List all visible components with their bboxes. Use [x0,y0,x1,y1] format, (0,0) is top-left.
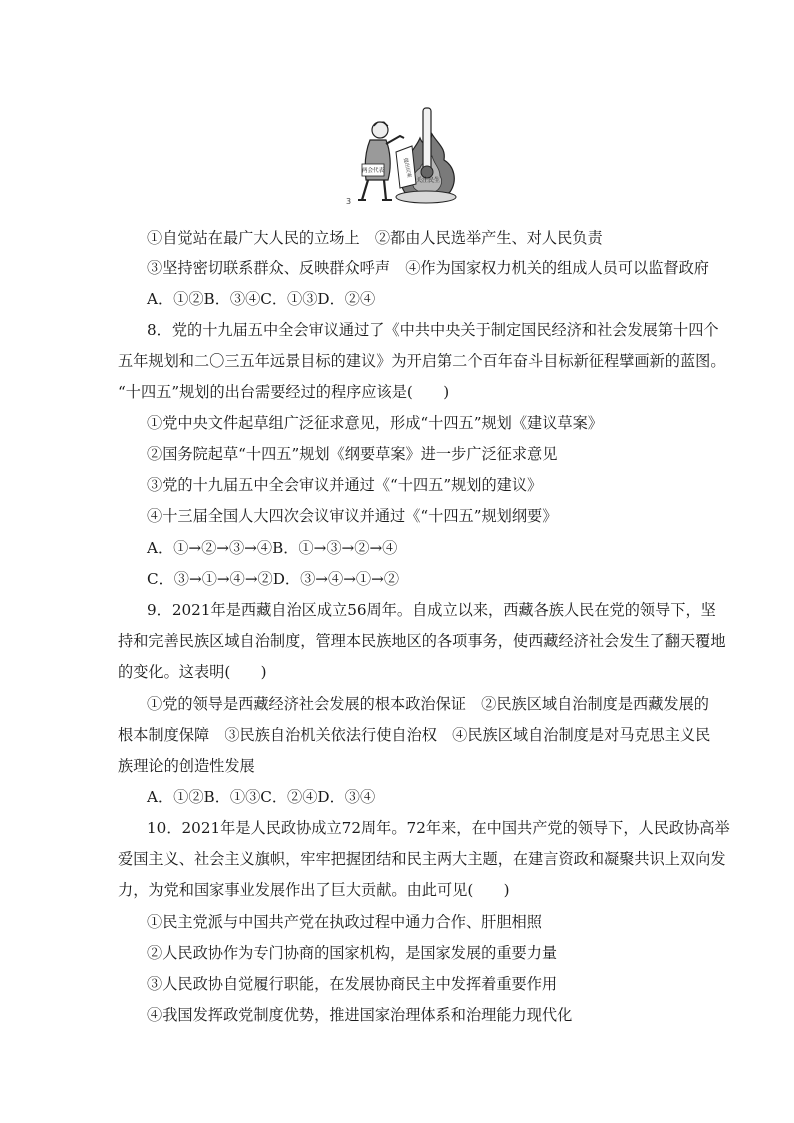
q8-item-4: ④十三届全国人大四次会议审议并通过《“十四五”规划纲要》 [147,507,558,525]
cartoon-illustration [340,104,462,210]
q8-stem-line-1: 8．党的十九届五中全会审议通过了《中共中央关于制定国民经济和社会发展第十四个 [147,321,719,339]
q9-item-line-2: 根本制度保障 ③民族自治机关依法行使自治权 ④民族区域自治制度是对马克思主义民 [118,726,711,744]
q10-item-3: ③人民政协自觉履行职能，在发展协商民主中发挥着重要作用 [147,975,558,993]
pillar-label: 提出议案 [401,157,412,179]
q10-item-1: ①民主党派与中国共产党在执政过程中通力合作、肝胆相照 [147,913,542,931]
person-label: 两会代表 [361,168,385,174]
q10-stem-line-2: 爱国主义、社会主义旗帜，牢牢把握团结和民主两大主题，在建言资政和凝聚共识上双向发 [118,850,726,868]
q7-item-line-1: ①自觉站在最广大人民的立场上 ②都由人民选举产生、对人民负责 [147,229,603,247]
q8-stem-line-2: 五年规划和二〇三五年远景目标的建议》为开启第二个百年奋斗目标新征程擘画新的蓝图。 [118,352,726,370]
q9-item-line-1: ①党的领导是西藏经济社会发展的根本政治保证 ②民族区域自治制度是西藏发展的 [147,695,709,713]
q7-item-line-2: ③坚持密切联系群众、反映群众呼声 ④作为国家权力机关的组成人员可以监督政府 [147,259,709,277]
q7-answer-options: A．①②B．③④C．①③D．②④ [147,290,376,308]
q10-item-2: ②人民政协作为专门协商的国家机构，是国家发展的重要力量 [147,944,558,962]
q9-stem-line-1: 9．2021年是西藏自治区成立56周年。自成立以来，西藏各族人民在党的领导下，坚 [147,601,716,619]
q10-stem-line-3: 力，为党和国家事业发展作出了巨大贡献。由此可见( ) [118,881,510,899]
q8-item-1: ①党中央文件起草组广泛征求意见，形成“十四五”规划《建议草案》 [147,414,603,432]
q9-item-line-3: 族理论的创造性发展 [118,757,255,775]
q8-item-3: ③党的十九届五中全会审议并通过《“十四五”规划的建议》 [147,476,543,494]
svg-text:3: 3 [346,197,352,206]
q8-answer-options-cd: C．③→①→④→②D．③→④→①→② [147,570,400,588]
q8-item-2: ②国务院起草“十四五”规划《纲要草案》进一步广泛征求意见 [147,445,558,463]
q10-item-4: ④我国发挥政党制度优势，推进国家治理体系和治理能力现代化 [147,1006,573,1024]
q9-answer-options: A．①②B．①③C．②④D．③④ [147,788,376,806]
q9-stem-line-3: 的变化。这表明( ) [118,663,267,681]
q8-stem-line-3: “十四五”规划的出台需要经过的程序应该是( ) [118,383,450,401]
q8-answer-options-ab: A．①→②→③→④B．①→③→②→④ [147,539,398,557]
fire-label: 关注民生 [415,177,441,184]
q10-stem-line-1: 10．2021年是人民政协成立72周年。72年来，在中国共产党的领导下，人民政协高举 [147,819,730,837]
q9-stem-line-2: 持和完善民族区域自治制度，管理本民族地区的各项事务，使西藏经济社会发生了翻天覆地 [118,632,726,650]
